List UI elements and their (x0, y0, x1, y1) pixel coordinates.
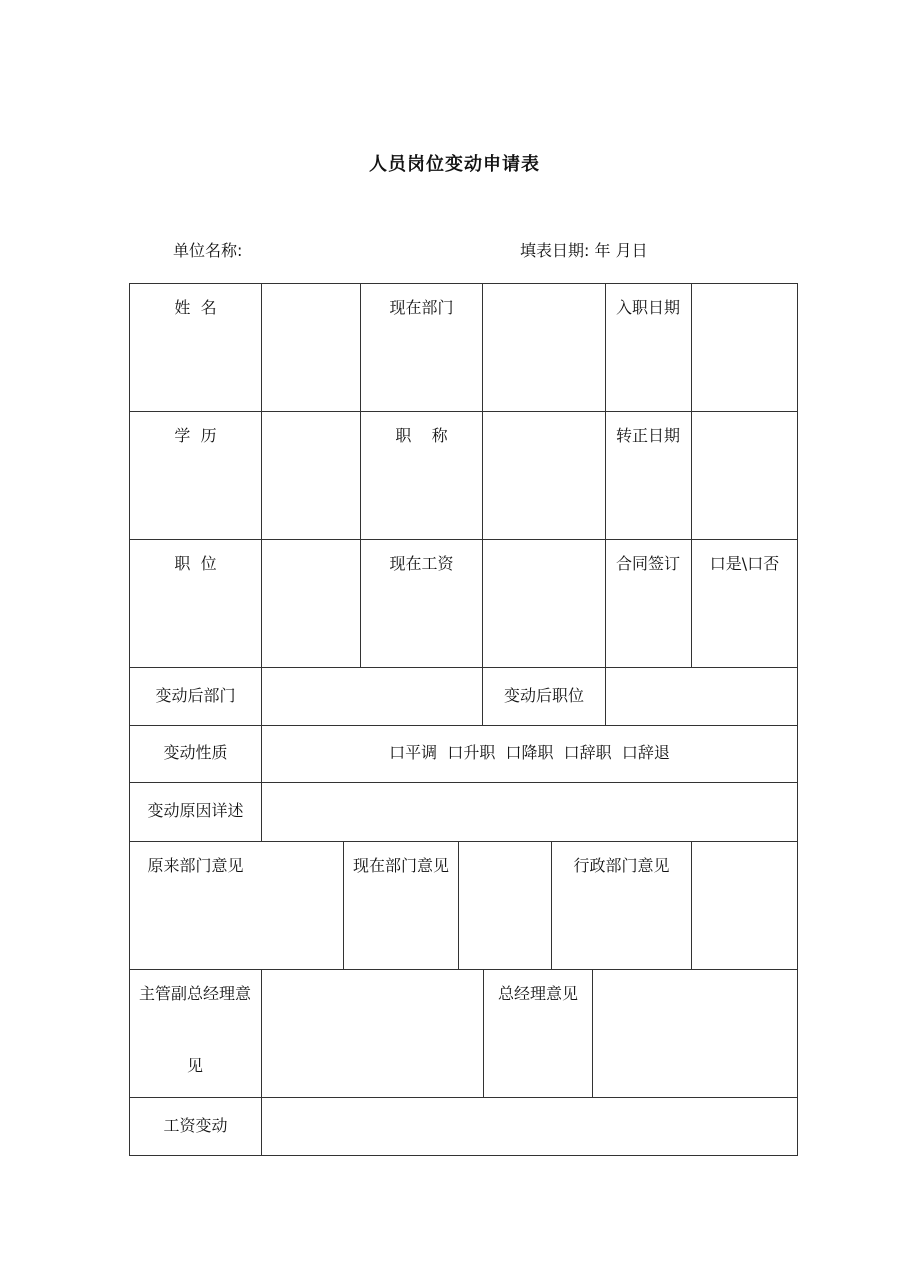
name-label: 姓 名 (174, 298, 217, 317)
confirm-date-label: 转正日期 (616, 426, 681, 445)
curr-dept-opinion-label: 现在部门意见 (352, 856, 449, 875)
gm-opinion-label: 总经理意见 (497, 984, 578, 1003)
reason-label: 变动原因详述 (147, 801, 244, 820)
form-title: 人员岗位变动申请表 (369, 154, 540, 175)
new-dept-label: 变动后部门 (155, 686, 236, 705)
admin-opinion-label: 行政部门意见 (573, 856, 670, 875)
contract-options[interactable]: 口是\口否 (709, 554, 780, 573)
current-dept-label: 现在部门 (389, 298, 454, 317)
fill-date-label: 填表日期: 年 月日 (520, 241, 648, 260)
salary-change-label: 工资变动 (163, 1116, 228, 1135)
current-salary-label: 现在工资 (389, 554, 454, 573)
change-type-options[interactable]: 口平调 口升职 口降职 口辞职 口辞退 (389, 743, 670, 762)
vp-opinion-label: 主管副总经理意见 (138, 984, 251, 1075)
job-title-label: 职 称 (395, 426, 448, 445)
contract-signed-label: 合同签订 (616, 554, 681, 573)
change-type-label: 变动性质 (163, 743, 228, 762)
education-label: 学 历 (174, 426, 217, 445)
unit-name-label: 单位名称: (173, 241, 243, 260)
position-label: 职 位 (174, 554, 217, 573)
orig-dept-opinion-label: 原来部门意见 (147, 856, 244, 875)
new-position-label: 变动后职位 (503, 686, 584, 705)
hire-date-label: 入职日期 (616, 298, 681, 317)
